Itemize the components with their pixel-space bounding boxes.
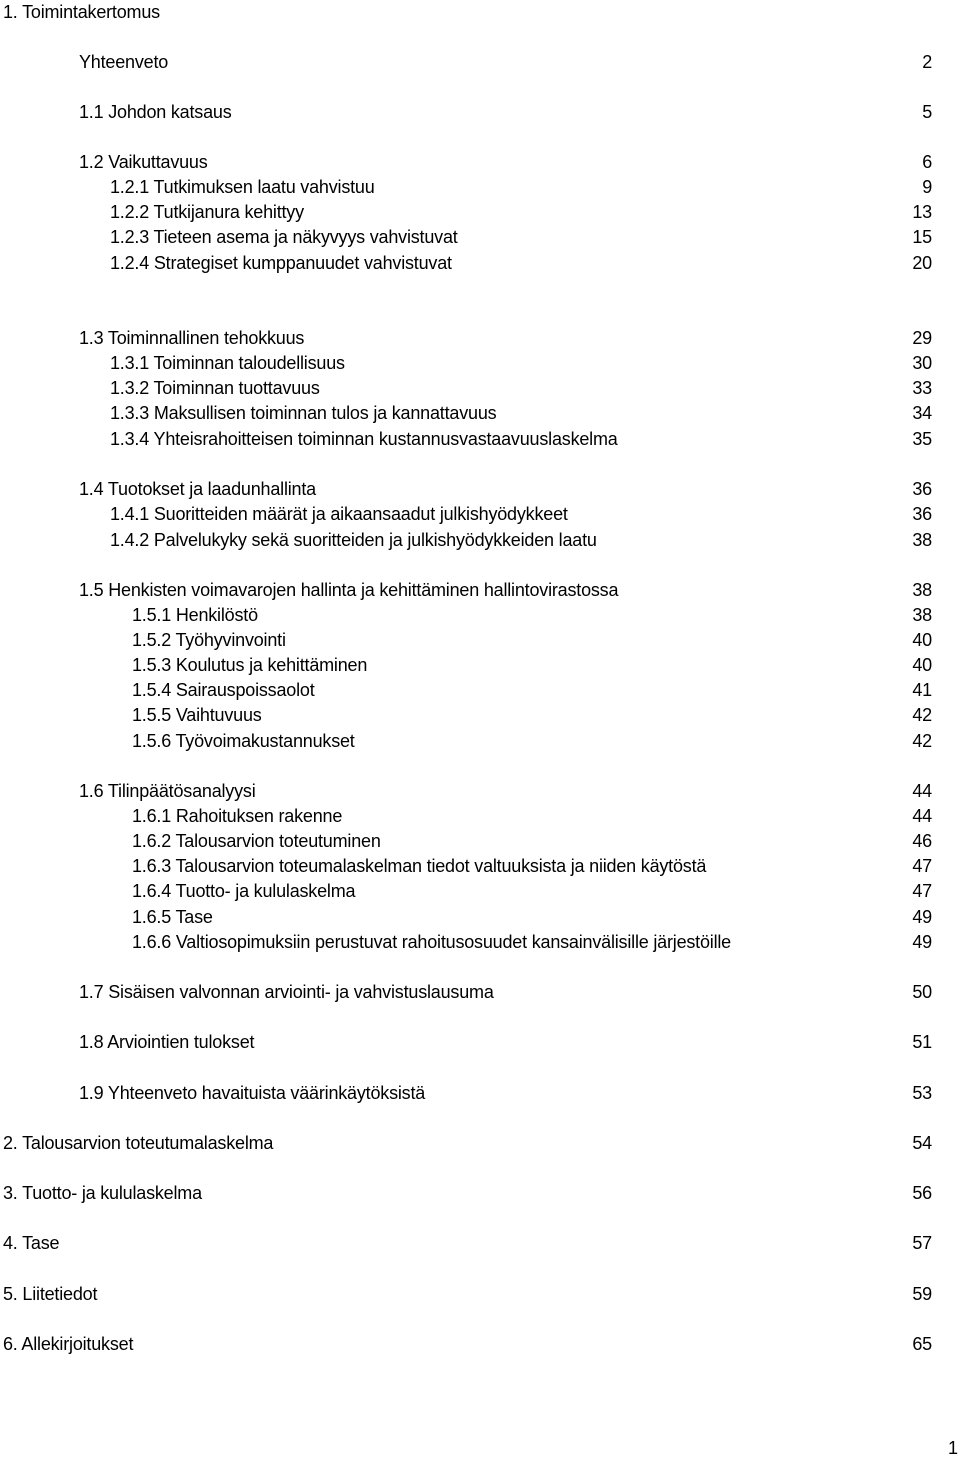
- toc-entry: [110, 351, 932, 375]
- toc-entry: [132, 905, 932, 929]
- toc-entry-label: 1.6.6 Valtiosopimuksiin perustuvat rahoitusosuudet kansainvälisille järjestöille: [132, 932, 731, 952]
- toc-entry-label: 1.5.5 Vaihtuvuus: [132, 705, 262, 725]
- toc-entry-page: 35: [912, 429, 932, 449]
- toc-entry: [132, 854, 932, 878]
- toc-entry-label: 1.3.4 Yhteisrahoitteisen toiminnan kustannusvastaavuuslaskelma: [110, 429, 618, 449]
- toc-entry: [79, 1030, 932, 1054]
- toc-entry-label: 1.6.2 Talousarvion toteutuminen: [132, 831, 381, 851]
- toc-entry-label: 1.3.2 Toiminnan tuottavuus: [110, 378, 320, 398]
- toc-entry: [132, 829, 932, 853]
- toc-entry-label: 1.1 Johdon katsaus: [79, 102, 232, 122]
- toc-entry: [79, 1081, 932, 1105]
- toc-entry-label: 1.5.3 Koulutus ja kehittäminen: [132, 655, 368, 675]
- toc-entry: [110, 528, 932, 552]
- toc-entry: [110, 251, 932, 275]
- toc-entry-page: 29: [912, 328, 932, 348]
- toc-entry-page: 57: [912, 1233, 932, 1253]
- toc-entry-label: 1.8 Arviointien tulokset: [79, 1032, 255, 1052]
- toc-entry-label: 3. Tuotto- ja kululaskelma: [3, 1183, 202, 1203]
- toc-entry-label: 1.5 Henkisten voimavarojen hallinta ja kehittäminen hallintovirastossa: [79, 580, 619, 600]
- toc-entry-label: 2. Talousarvion toteutumalaskelma: [3, 1133, 274, 1153]
- toc-entry-label: 1.4.2 Palvelukyky sekä suoritteiden ja julkishyödykkeiden laatu: [110, 530, 597, 550]
- toc-entry-label: 1.4 Tuotokset ja laadunhallinta: [79, 479, 316, 499]
- page-number: 1: [947, 1438, 958, 1458]
- toc-entry-page: 56: [912, 1183, 932, 1203]
- toc-entry-label: 6. Allekirjoitukset: [3, 1334, 134, 1354]
- toc-entry-page: 36: [912, 504, 932, 524]
- toc-entry: [79, 477, 932, 501]
- toc-entry-label: 1.6.3 Talousarvion toteumalaskelman tiedot valtuuksista ja niiden käytöstä: [132, 856, 707, 876]
- toc-entry-label: 1.5.1 Henkilöstö: [132, 605, 258, 625]
- toc-entry: [132, 729, 932, 753]
- toc-entry: [110, 401, 932, 425]
- toc-entry-label: 1.6.4 Tuotto- ja kululaskelma: [132, 881, 356, 901]
- toc-entry-page: 47: [912, 856, 932, 876]
- toc-entry-page: 40: [912, 655, 932, 675]
- toc-entry-page: 40: [912, 630, 932, 650]
- toc-entry-page: 49: [912, 932, 932, 952]
- toc-entry: [3, 1181, 932, 1205]
- toc-entry-label: 1.6 Tilinpäätösanalyysi: [79, 781, 256, 801]
- toc-entry-page: 9: [922, 177, 932, 197]
- toc-entry-label: 1.6.1 Rahoituksen rakenne: [132, 806, 343, 826]
- toc-entry: [132, 879, 932, 903]
- toc-entry-label: Yhteenveto: [79, 52, 169, 72]
- toc-entry: [3, 1231, 932, 1255]
- toc-entry-page: 49: [912, 907, 932, 927]
- toc-entry-label: 1.2.1 Tutkimuksen laatu vahvistuu: [110, 177, 375, 197]
- toc-entry: [132, 653, 932, 677]
- toc-entry-label: 1.5.4 Sairauspoissaolot: [132, 680, 315, 700]
- toc-entry-page: 38: [912, 605, 932, 625]
- toc-entry: [132, 804, 932, 828]
- toc-entry-page: 30: [912, 353, 932, 373]
- toc-entry: [110, 175, 932, 199]
- toc-entry: [3, 1282, 932, 1306]
- toc-entry: [79, 779, 932, 803]
- toc-entry-page: 13: [912, 202, 932, 222]
- toc-entry-label: 1.3.3 Maksullisen toiminnan tulos ja kannattavuus: [110, 403, 497, 423]
- toc-entry: [79, 578, 932, 602]
- toc-entry-page: 54: [912, 1133, 932, 1153]
- toc-entry-label: 1.2.3 Tieteen asema ja näkyvyys vahvistuvat: [110, 227, 458, 247]
- toc-entry-page: 34: [912, 403, 932, 423]
- toc-entry-label: 1.9 Yhteenveto havaituista väärinkäytöksistä: [79, 1083, 426, 1103]
- toc-entry: [110, 502, 932, 526]
- toc-entry-page: 44: [912, 781, 932, 801]
- toc-entry-page: 42: [912, 731, 932, 751]
- toc-entry-page: 33: [912, 378, 932, 398]
- toc-entry-label: 1.4.1 Suoritteiden määrät ja aikaansaadut julkishyödykkeet: [110, 504, 568, 524]
- toc-entry-page: 38: [912, 580, 932, 600]
- toc-entry: [79, 326, 932, 350]
- toc-entry: [132, 628, 932, 652]
- toc-entry-label: 1.3 Toiminnallinen tehokkuus: [79, 328, 305, 348]
- toc-entry: [110, 376, 932, 400]
- toc-entry-page: 47: [912, 881, 932, 901]
- toc-entry-label: 1.7 Sisäisen valvonnan arviointi- ja vahvistuslausuma: [79, 982, 494, 1002]
- toc-entry-page: 20: [912, 253, 932, 273]
- toc-entry: [79, 150, 932, 174]
- toc-entry: [110, 225, 932, 249]
- toc-entry-page: 36: [912, 479, 932, 499]
- toc-entry-label: 1.5.6 Työvoimakustannukset: [132, 731, 355, 751]
- toc-entry-label: 1.2.4 Strategiset kumppanuudet vahvistuvat: [110, 253, 452, 273]
- toc-entry: [132, 603, 932, 627]
- toc-entry: [79, 100, 932, 124]
- toc-entry: [3, 1332, 932, 1356]
- toc-entry-label: 1.3.1 Toiminnan taloudellisuus: [110, 353, 345, 373]
- toc-entry-page: 2: [922, 52, 932, 72]
- toc-entry: [79, 980, 932, 1004]
- toc-entry: [132, 678, 932, 702]
- toc-entry-page: 50: [912, 982, 932, 1002]
- toc-entry-page: 59: [912, 1284, 932, 1304]
- toc-entry-label: 1.6.5 Tase: [132, 907, 213, 927]
- toc-entry-label: 4. Tase: [3, 1233, 60, 1253]
- toc-entry-page: 46: [912, 831, 932, 851]
- toc-entry-page: 41: [912, 680, 932, 700]
- toc-entry-page: 53: [912, 1083, 932, 1103]
- toc-entry-page: 15: [912, 227, 932, 247]
- toc-entry-page: 65: [912, 1334, 932, 1354]
- toc-entry: [110, 427, 932, 451]
- toc-entry-page: 6: [922, 152, 932, 172]
- toc-entry: [132, 930, 932, 954]
- toc-entry-page: 42: [912, 705, 932, 725]
- toc-entry-page: 44: [912, 806, 932, 826]
- toc-entry-label: 1.2.2 Tutkijanura kehittyy: [110, 202, 304, 222]
- toc-entry-page: 38: [912, 530, 932, 550]
- toc-entry-page: 5: [922, 102, 932, 122]
- toc-entry-label: 1.5.2 Työhyvinvointi: [132, 630, 286, 650]
- toc-entry-label: 1.2 Vaikuttavuus: [79, 152, 208, 172]
- toc-entry-label: 5. Liitetiedot: [3, 1284, 98, 1304]
- toc-entry: [110, 200, 932, 224]
- toc-entry: [3, 0, 932, 24]
- toc-entry: [3, 1131, 932, 1155]
- toc-entry-page: 51: [912, 1032, 932, 1052]
- toc-entry-label: 1. Toimintakertomus: [3, 2, 160, 22]
- toc-entry: [79, 50, 932, 74]
- toc-entry: [132, 703, 932, 727]
